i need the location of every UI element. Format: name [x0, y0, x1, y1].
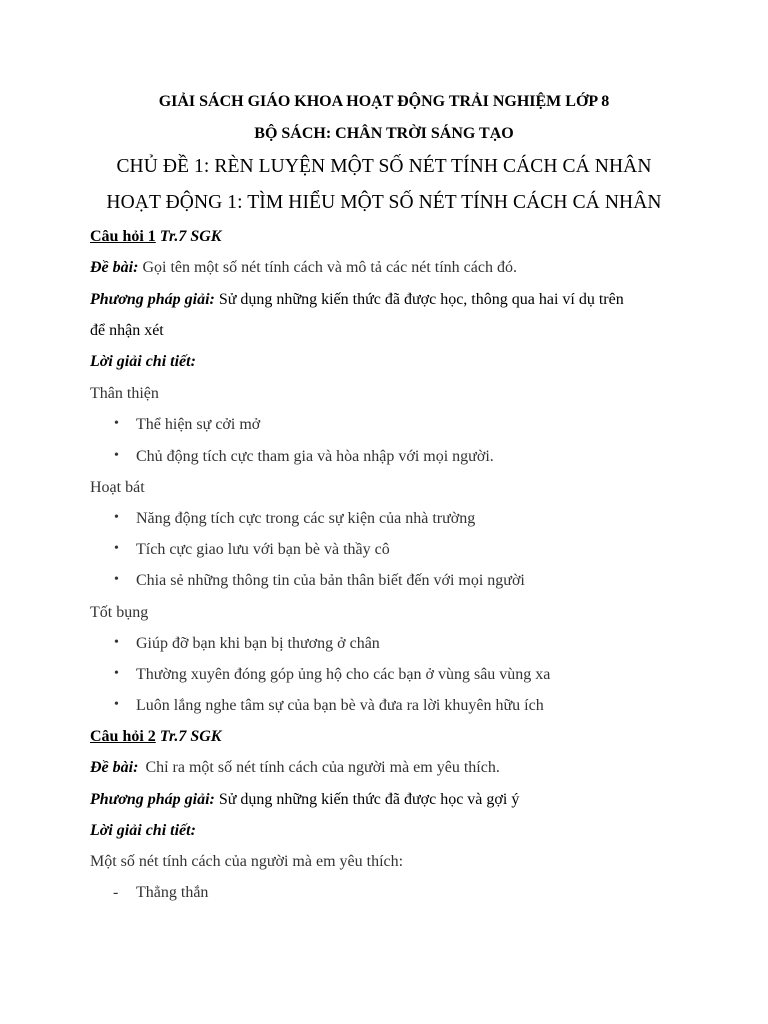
question-2-ref: Tr.7 SGK [159, 728, 222, 745]
list-item: Thẳng thắn [136, 884, 209, 901]
prompt-label: Đề bài: [90, 759, 139, 776]
question-1-title: Câu hỏi 1 [90, 228, 156, 245]
list-item: Năng động tích cực trong các sự kiện của nhà trường [136, 510, 476, 527]
question-2-prompt [90, 759, 500, 777]
prompt-label: Đề bài: [90, 259, 139, 276]
bullet-icon: • [114, 448, 119, 463]
bullet-icon: • [114, 572, 119, 587]
answer-label: Lời giải chi tiết: [90, 353, 196, 370]
bullet-icon: • [114, 697, 119, 712]
doc-title: GIẢI SÁCH GIÁO KHOA HOẠT ĐỘNG TRẢI NGHIỆM LỚP 8 [158, 93, 610, 110]
answer-label: Lời giải chi tiết: [90, 822, 196, 839]
method-text: Sử dụng những kiến thức đã được học và gợi ý [218, 791, 520, 808]
activity-heading: HOẠT ĐỘNG 1: TÌM HIỂU MỘT SỐ NÉT TÍNH CÁCH CÁ NHÂN [106, 192, 662, 213]
question-1-prompt [90, 259, 517, 277]
question-1-method [90, 291, 624, 309]
bullet-icon: • [114, 416, 119, 431]
question-2-title: Câu hỏi 2 [90, 728, 156, 745]
bullet-icon: • [114, 541, 119, 556]
list-item: Thể hiện sự cởi mở [136, 416, 261, 433]
list-item: Chia sẻ những thông tin của bản thân biết đến với mọi người [136, 572, 525, 589]
trait-name: Thân thiện [90, 385, 159, 402]
question-1-ref: Tr.7 SGK [159, 228, 222, 245]
list-item: Giúp đỡ bạn khi bạn bị thương ở chân [136, 635, 380, 652]
prompt-text: Gọi tên một số nét tính cách và mô tả các nét tính cách đó. [142, 259, 517, 276]
method-label: Phương pháp giải: [90, 791, 215, 808]
list-item: Chủ động tích cực tham gia và hòa nhập với mọi người. [136, 448, 494, 465]
topic-heading: CHỦ ĐỀ 1: RÈN LUYỆN MỘT SỐ NÉT TÍNH CÁCH CÁ NHÂN [116, 156, 652, 177]
method-text-continued: để nhận xét [90, 322, 164, 339]
question-2-heading [90, 728, 221, 746]
list-item: Tích cực giao lưu với bạn bè và thầy cô [136, 541, 390, 558]
trait-name: Hoạt bát [90, 479, 145, 496]
dash-bullet-icon: - [113, 884, 119, 901]
bullet-icon: • [114, 510, 119, 525]
list-item: Luôn lắng nghe tâm sự của bạn bè và đưa ra lời khuyên hữu ích [136, 697, 544, 714]
list-item: Thường xuyên đóng góp ủng hộ cho các bạn ở vùng sâu vùng xa [136, 666, 551, 683]
method-label: Phương pháp giải: [90, 291, 215, 308]
answer-intro: Một số nét tính cách của người mà em yêu thích: [90, 853, 404, 870]
trait-name: Tốt bụng [90, 604, 149, 621]
book-series: BỘ SÁCH: CHÂN TRỜI SÁNG TẠO [254, 125, 514, 142]
question-1-heading [90, 228, 221, 246]
prompt-text: Chỉ ra một số nét tính cách của người mà em yêu thích. [145, 759, 500, 776]
bullet-icon: • [114, 635, 119, 650]
bullet-icon: • [114, 666, 119, 681]
question-2-method [90, 791, 519, 809]
method-text: Sử dụng những kiến thức đã được học, thông qua hai ví dụ trên [218, 291, 624, 308]
